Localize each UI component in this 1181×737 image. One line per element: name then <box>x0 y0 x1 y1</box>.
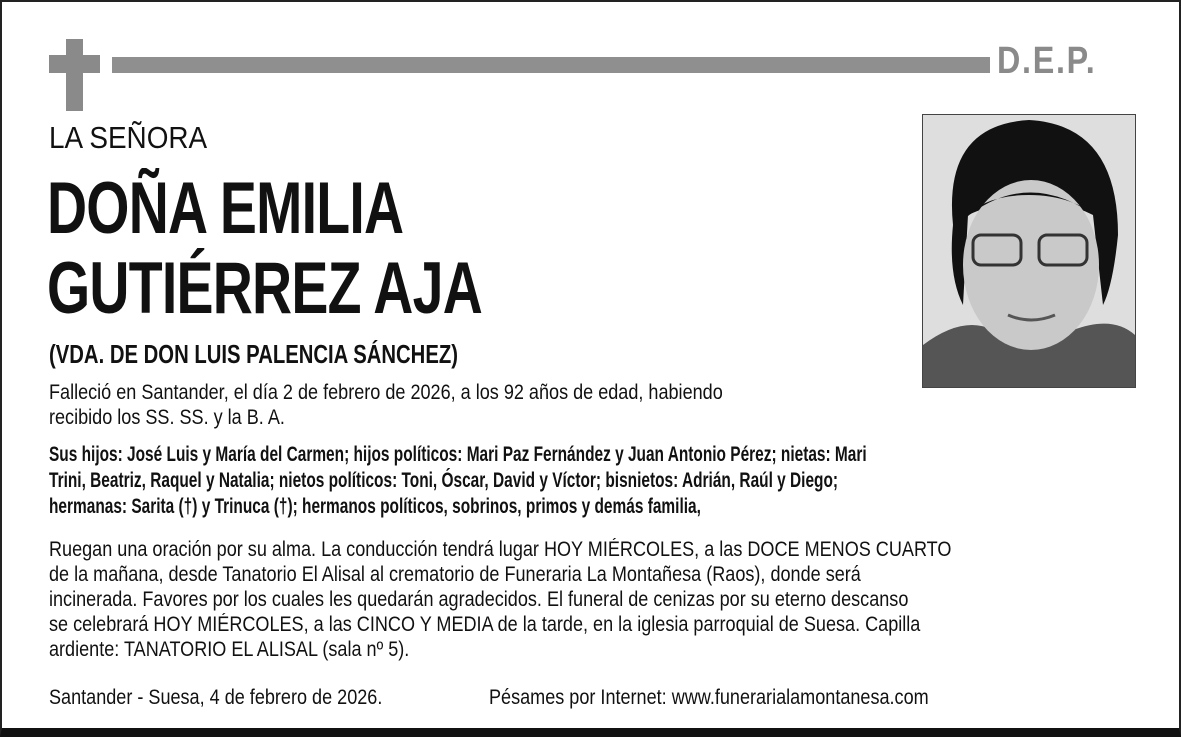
cross-icon-bar <box>49 55 100 73</box>
header-rule <box>112 57 990 73</box>
death-notice-line: recibido los SS. SS. y la B. A. <box>49 406 285 429</box>
ceremony-line: incinerada. Favores por los cuales les quedarán agradecidos. El funeral de cenizas por su eterno descanso <box>49 588 909 611</box>
ceremony-line: de la mañana, desde Tanatorio El Alisal al crematorio de Funeraria La Montañesa (Raos), donde será <box>49 563 861 586</box>
deceased-photo <box>922 114 1136 388</box>
ceremony-line: Ruegan una oración por su alma. La conducción tendrá lugar HOY MIÉRCOLES, a las DOCE MENOS CUARTO <box>49 538 952 561</box>
cross-icon <box>66 39 83 111</box>
family-line: Trini, Beatriz, Raquel y Natalia; nietos políticos: Toni, Óscar, David y Víctor; bisnietos: Adrián, Raúl y Diego; <box>49 469 839 492</box>
family-line: Sus hijos: José Luis y María del Carmen; hijos políticos: Mari Paz Fernández y Juan Antonio Pérez; nietas: Mari <box>49 443 867 466</box>
death-notice-line: Falleció en Santander, el día 2 de febrero de 2026, a los 92 años de edad, habiendo <box>49 381 723 404</box>
ceremony-line: ardiente: TANATORIO EL ALISAL (sala nº 5). <box>49 638 410 661</box>
deceased-name-line1: DOÑA EMILIA <box>47 168 404 249</box>
place-date: Santander - Suesa, 4 de febrero de 2026. <box>49 686 383 709</box>
dep-label: D.E.P. <box>997 40 1097 82</box>
title-prefix: LA SEÑORA <box>49 120 208 155</box>
condolences-link[interactable]: Pésames por Internet: www.funerarialamontanesa.com <box>489 686 929 709</box>
widow-of: (VDA. DE DON LUIS PALENCIA SÁNCHEZ) <box>49 339 458 369</box>
deceased-name-line2: GUTIÉRREZ AJA <box>47 248 483 329</box>
family-line: hermanas: Sarita (†) y Trinuca (†); hermanos políticos, sobrinos, primos y demás familia, <box>49 495 701 518</box>
ceremony-line: se celebrará HOY MIÉRCOLES, a las CINCO Y MEDIA de la tarde, en la iglesia parroquial de Suesa. Capilla <box>49 613 921 636</box>
